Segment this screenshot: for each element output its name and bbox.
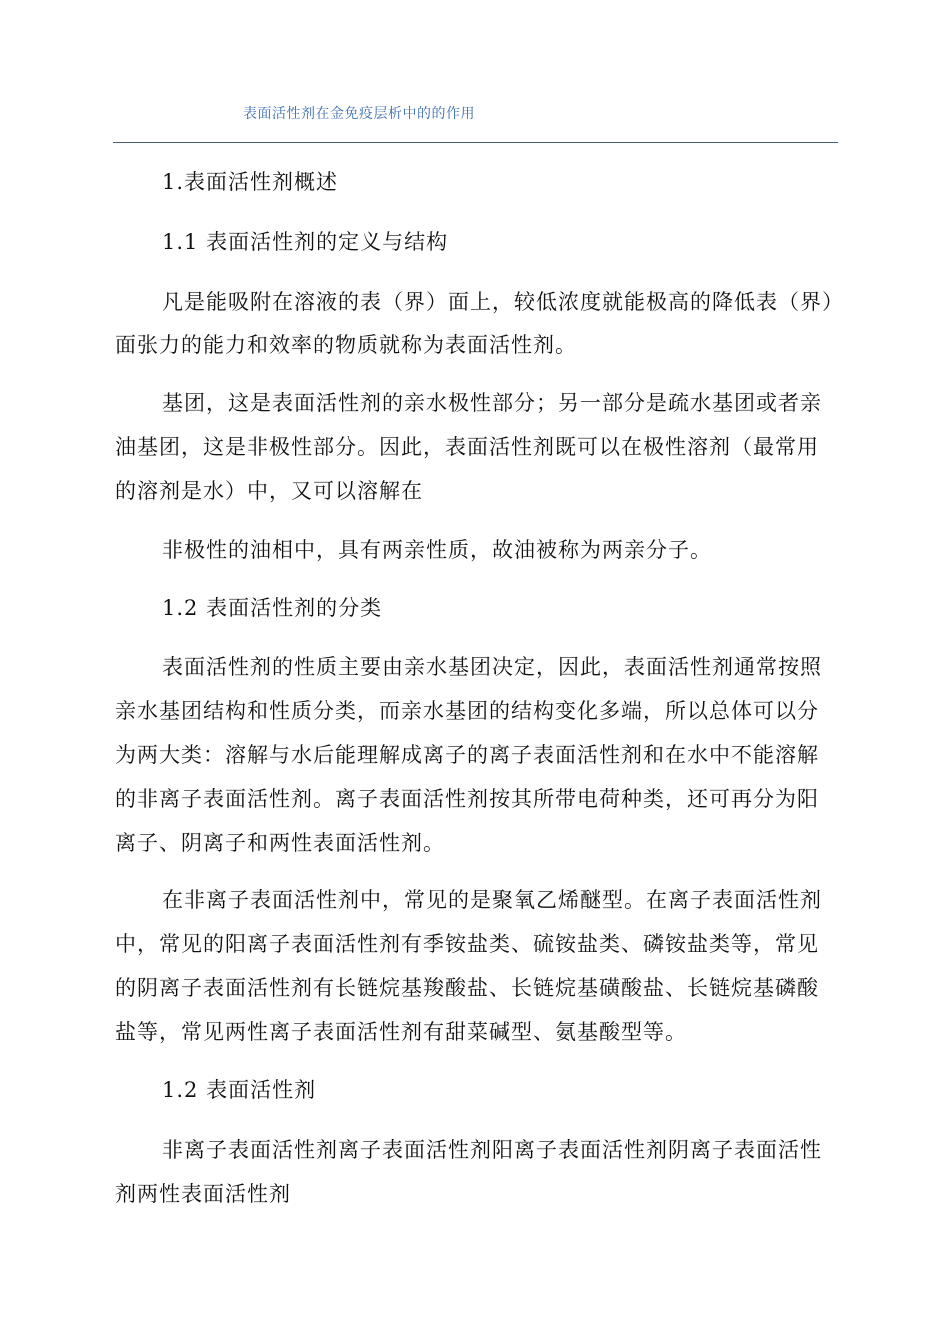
section-heading-1-2b: 1.2 表面活性剂 — [162, 1078, 317, 1102]
paragraph-line: 亲水基团结构和性质分类，而亲水基团的结构变化多端，所以总体可以分 — [115, 699, 819, 723]
paragraph-line: 剂两性表面活性剂 — [115, 1182, 291, 1206]
paragraph-line: 油基团，这是非极性部分。因此，表面活性剂既可以在极性溶剂（最常用 — [115, 435, 819, 459]
paragraph-structure — [115, 388, 840, 506]
paragraph-classification — [115, 652, 840, 858]
section-heading-1-1: 1.1 表面活性剂的定义与结构 — [162, 230, 449, 254]
paragraph-line: 离子、阴离子和两性表面活性剂。 — [115, 831, 445, 855]
paragraph-common-types — [115, 885, 840, 1047]
paragraph-line: 的阴离子表面活性剂有长链烷基羧酸盐、长链烷基磺酸盐、长链烷基磷酸 — [115, 976, 819, 1000]
paragraph-line: 的溶剂是水）中，又可以溶解在 — [115, 479, 423, 503]
section-heading-1-2: 1.2 表面活性剂的分类 — [162, 596, 383, 620]
paragraph-line: 表面活性剂的性质主要由亲水基团决定，因此，表面活性剂通常按照 — [162, 655, 822, 679]
paragraph-definition — [115, 287, 844, 360]
paragraph-line: 凡是能吸附在溶液的表（界）面上，较低浓度就能极高的降低表（界） — [162, 290, 844, 314]
paragraph-line: 面张力的能力和效率的物质就称为表面活性剂。 — [115, 333, 577, 357]
paragraph-amphiphilic — [115, 535, 840, 565]
paragraph-line: 非离子表面活性剂离子表面活性剂阳离子表面活性剂阴离子表面活性 — [162, 1138, 822, 1162]
paragraph-list — [115, 1135, 840, 1209]
paragraph-line: 在非离子表面活性剂中，常见的是聚氧乙烯醚型。在离子表面活性剂 — [162, 888, 822, 912]
header-title: 表面活性剂在金免疫层析中的的作用 — [243, 106, 475, 122]
paragraph-line: 基团，这是表面活性剂的亲水极性部分；另一部分是疏水基团或者亲 — [162, 391, 822, 415]
paragraph-line: 中，常见的阳离子表面活性剂有季铵盐类、硫铵盐类、磷铵盐类等，常见 — [115, 932, 819, 956]
section-heading-1: 1.表面活性剂概述 — [162, 170, 339, 194]
paragraph-line: 盐等，常见两性离子表面活性剂有甜菜碱型、氨基酸型等。 — [115, 1020, 687, 1044]
paragraph-line: 的非离子表面活性剂。离子表面活性剂按其所带电荷种类，还可再分为阳 — [115, 787, 819, 811]
header-divider — [113, 142, 838, 143]
paragraph-line: 为两大类：溶解与水后能理解成离子的离子表面活性剂和在水中不能溶解 — [115, 743, 819, 767]
paragraph-line: 非极性的油相中，具有两亲性质，故油被称为两亲分子。 — [162, 538, 712, 562]
